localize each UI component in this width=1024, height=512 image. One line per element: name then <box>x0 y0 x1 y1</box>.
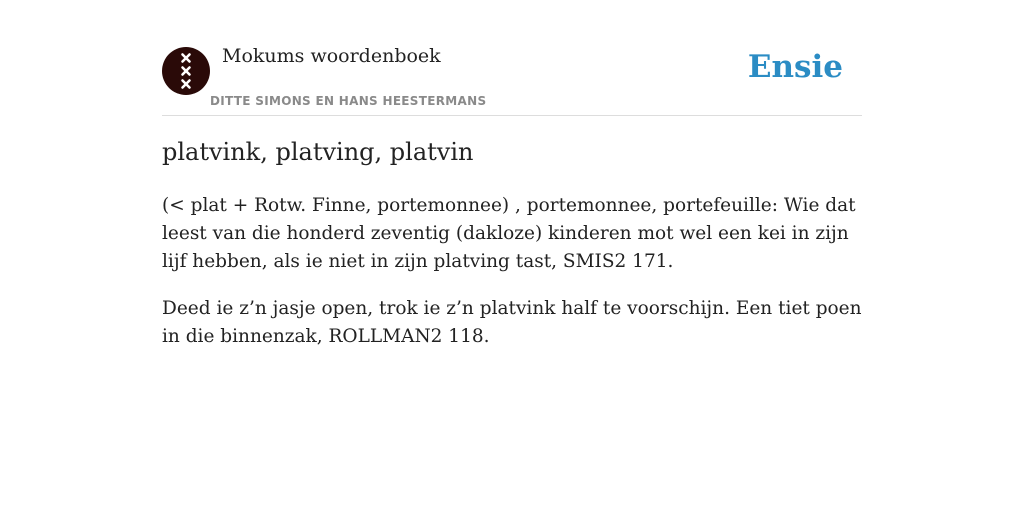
ensie-brand-link[interactable]: Ensie <box>747 49 843 85</box>
page-header <box>162 0 862 116</box>
entry-headword: platvink, platving, platvin <box>162 138 474 166</box>
amsterdam-crosses-icon[interactable] <box>162 47 210 95</box>
page-container <box>162 0 862 347</box>
dictionary-title[interactable]: Mokums woordenboek <box>222 45 441 67</box>
dictionary-authors: DITTE SIMONS EN HANS HEESTERMANS <box>210 94 487 108</box>
entry-definition: (< plat + Rotw. Finne, portemonnee) , portemonnee, portefeuille: Wie dat leest van die honderd zeventig (dakloze) kinderen mot wel een kei in zijn lijf hebben, als ie niet in zijn platving tast, SMIS2 171. <box>162 195 856 272</box>
entry-example: Deed ie z’n jasje open, trok ie z’n platvink half te voorschijn. Een tiet poen in die binnenzak, ROLLMAN2 118. <box>162 298 862 347</box>
